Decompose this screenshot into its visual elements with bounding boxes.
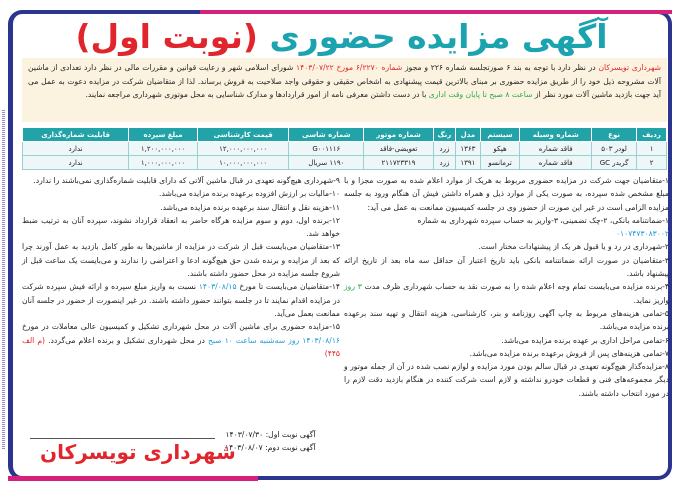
table-cell: ۱۲,۰۰۰,۰۰۰,۰۰۰ bbox=[198, 142, 289, 156]
reference-code: (م الف ۴۴۵) bbox=[22, 335, 340, 358]
table-cell: گریدر GC bbox=[591, 156, 636, 170]
table-cell: فاقد شماره bbox=[520, 142, 591, 156]
table-cell: G۰۰۱۱۱۶ bbox=[289, 142, 364, 156]
table-cell: ۱۱۹۰ سریال bbox=[289, 156, 364, 170]
column-header: رنگ bbox=[433, 128, 456, 142]
conditions-right bbox=[344, 174, 669, 400]
deposit-deadline: ۱۴۰۳/۰۸/۱۵ bbox=[198, 282, 237, 292]
condition-item: ۶-تمامی مراحل اداری بر عهده برنده مزایده می‌باشد. bbox=[501, 335, 669, 345]
condition-item bbox=[22, 320, 340, 360]
intro-text: در نظر دارد با توجه به بند ۶ صورتجلسه شماره ۲۲۶ و مجوز bbox=[402, 63, 599, 72]
condition-item: ۸-مزایده‌گذار هیچ‌گونه تعهدی در قبال سالم بودن مورد مزایده و لوازم نصب شده در آن از جمله موتور و دیگر مجموعه‌های فنی و قطعات خودرو نداشته و لازم است شرکت کننده در هنگام بازدید دقت لازم را در مورد انتخاب داشته باشند. bbox=[344, 362, 669, 398]
condition-item: ۱۱-هزینه نقل و انتقال سند برعهده برنده مزایده می‌باشد. bbox=[160, 202, 340, 212]
column-header: مبلغ سپرده bbox=[129, 128, 198, 142]
table-cell: ۱۰,۰۰۰,۰۰۰,۰۰۰ bbox=[198, 156, 289, 170]
first-publication-date: آگهی نوبت اول: ۱۴۰۳/۰۷/۳۰ bbox=[225, 430, 316, 439]
table-cell: زرد bbox=[433, 142, 456, 156]
column-header: شماره موتور bbox=[364, 128, 433, 142]
table-row bbox=[23, 156, 667, 170]
signature-org: شهرداری تویسرکان bbox=[40, 440, 236, 464]
permit-number: شماره ۶/۲۲۷۰ مورخ ۱۴۰۳/۰۷/۲۲ bbox=[296, 63, 403, 72]
account-number: ۰۱۰۷۴۷۳۰۸۳۰۰۲ bbox=[615, 229, 669, 239]
table-cell: ۱۳۹۱ bbox=[456, 156, 480, 170]
title-round: (نوبت اول) bbox=[75, 17, 258, 56]
condition-item: ۳-متقاضیان در صورت ارائه ضمانتنامه بانکی باید تاریخ اعتبار آن حداقل سه ماه بعد از تاریخ ارائه پیشنهاد باشد. bbox=[344, 255, 669, 279]
column-header: قابلیت شماره‌گذاری bbox=[23, 128, 129, 142]
condition-item: ۹-شهرداری هیچ‌گونه تعهدی در قبال ماشین آلاتی که دارای قابلیت شماره‌گذاری نمی‌باشند را ندارد. bbox=[33, 176, 340, 185]
column-header: شماره وسیله bbox=[520, 128, 591, 142]
table-cell: ۲ bbox=[637, 156, 667, 170]
vehicles-table bbox=[22, 127, 667, 170]
intro-paragraph bbox=[22, 58, 667, 122]
intro-text: با در دست داشتن معرفی نامه از امور قراردادها و مدارک شناسایی به محل موتوری شهرداری مراجعه نمایند. bbox=[85, 90, 429, 99]
column-header: نوع bbox=[591, 128, 636, 142]
condition-text: ۱۵-مزایده حضوری برای ماشین آلات در محل شهرداری تشکیل و کمیسیون عالی معاملات در مورخ bbox=[22, 322, 340, 332]
column-header: قیمت کارشناسی bbox=[198, 128, 289, 142]
conditions-left bbox=[22, 174, 340, 360]
condition-item: ۱۳-متقاضیان می‌بایست قبل از شرکت در مزایده از ماشین‌ها به طور کامل بازدید به عمل آورند چرا که بعد از مزایده و برنده شدن حق هیچ‌گونه ادعا و اعتراضی را ندارند و می‌بایست یک ساعت قبل از شروع جلسه مزایده در محل حضور داشته باشند. bbox=[22, 242, 340, 279]
org-name: شهرداری تویسرکان bbox=[598, 63, 661, 72]
condition-item: ۱۰-مالیات بر ارزش افزوده برعهده برنده مزایده می‌باشد. bbox=[159, 189, 340, 199]
publication-dates bbox=[225, 428, 315, 454]
table-cell: فاقد شماره bbox=[520, 156, 591, 170]
condition-item bbox=[22, 280, 340, 320]
condition-item bbox=[344, 280, 669, 307]
condition-item: ۱-ضمانتنامه بانکی، ۲-چک تضمینی، ۳-واریز به حساب سپرده شهرداری به شماره bbox=[417, 215, 669, 225]
table-cell: لودر ۵۰۳ bbox=[591, 142, 636, 156]
condition-item: ۵-تمامی هزینه‌های مربوط به چاپ آگهی روزنامه و بنر، کارشناسی، هزینه انتقال و تهیه سند برعهده برنده مزایده می‌باشد. bbox=[344, 308, 669, 332]
table-cell: ۱۳۶۳ bbox=[456, 142, 480, 156]
condition-text: در محل شهرداری تشکیل و برنده اعلام می‌گردد. bbox=[45, 335, 208, 345]
table-cell: ندارد bbox=[23, 142, 129, 156]
table-cell: زرد bbox=[433, 156, 456, 170]
column-header: سیستم bbox=[480, 128, 520, 142]
notice-title bbox=[0, 14, 683, 60]
table-cell: ندارد bbox=[23, 156, 129, 170]
title-main: آگهی مزایده حضوری bbox=[269, 17, 608, 56]
second-publication-date: آگهی نوبت دوم: ۱۴۰۳/۰۸/۰۷ bbox=[225, 443, 316, 452]
column-header: شماره شاسی bbox=[289, 128, 364, 142]
signature-divider bbox=[30, 438, 215, 439]
condition-item: ۷-تمامی هزینه‌های پس از فروش برعهده برنده مزایده می‌باشد. bbox=[469, 348, 669, 358]
table-cell: هپکو bbox=[480, 142, 520, 156]
table-cell: تعویضی-فاقد bbox=[364, 142, 433, 156]
table-cell: ترمانسو bbox=[480, 156, 520, 170]
margin-ruler bbox=[2, 110, 5, 450]
table-cell: ۱,۰۰۰,۰۰۰,۰۰۰ bbox=[129, 156, 198, 170]
condition-item: ۱-متقاضیان جهت شرکت در مزایده حضوری مربوط به هریک از موارد اعلام شده به صورت مجزا و با مبلغ مشخص شده سپرده، به صورت یکی از موارد ذیل و همراه داشتن فیش آن هنگام ورود به جلسه مزایده الزامی است در غیر این صورت از حضور وی در جلسه کمیسیون ممانعت به عمل می آید: bbox=[344, 176, 669, 212]
condition-text: ۱۴-متقاضیان می‌بایست تا مورخ bbox=[236, 282, 340, 292]
table-row bbox=[23, 142, 667, 156]
condition-text: نسبت به واریز مبلغ سپرده و ارائه فیش سپرده شرکت در مزایده اقدام نمایند تا در جلسه بتوانند حضور داشته باشند. در غیر اینصورت از حضور در جلسه آنان ممانعت بعمل می‌آید. bbox=[22, 282, 340, 318]
table-cell: ۲۱۱۷۲۳۳۱۹ bbox=[364, 156, 433, 170]
condition-text: واریز نماید. bbox=[633, 295, 669, 305]
table-cell: ۱ bbox=[637, 142, 667, 156]
bottom-accent-bar bbox=[8, 476, 258, 481]
auction-date: ۱۴۰۳/۰۸/۱۶ روز سه‌شنبه ساعت ۱۰ صبح bbox=[207, 335, 340, 345]
column-header: ردیف bbox=[637, 128, 667, 142]
visit-hours: ساعت ۸ صبح تا پایان وقت اداری bbox=[428, 90, 533, 99]
condition-text: ۴-برنده مزایده می‌بایست تمام وجه اعلام شده را به صورت نقد به حساب شهرداری ظرف مدت bbox=[364, 282, 670, 292]
payment-deadline: ۳ روز bbox=[344, 282, 362, 292]
condition-item: ۱۲-برنده اول، دوم و سوم مزایده هرگاه حاضر به انعقاد قرارداد نشوند، سپرده آنان به ترتیب ضبط خواهد شد. bbox=[22, 215, 340, 239]
column-header: مدل bbox=[456, 128, 480, 142]
condition-item: ۲-شهرداری در رد و یا قبول هر یک از پیشنهادات مختار است. bbox=[478, 242, 669, 252]
table-cell: ۱,۲۰۰,۰۰۰,۰۰۰ bbox=[129, 142, 198, 156]
intro-text: شورای اسلامی شهر و رعایت قوانین و مقررات مالی در نظر دارد تعدادی از ماشین آلات مشروحه ذیل خود را از طریق مزایده حضوری بر مبنای بالاترین قیمت پیشنهادی به اشخاص حقیقی و حقوقی واجد صلاحیت به فروش برساند. لذا از متقاضیان شرکت در مزایده دعوت به عمل می آید جهت بازدید ماشین آلات مورد نظر از bbox=[28, 63, 661, 99]
